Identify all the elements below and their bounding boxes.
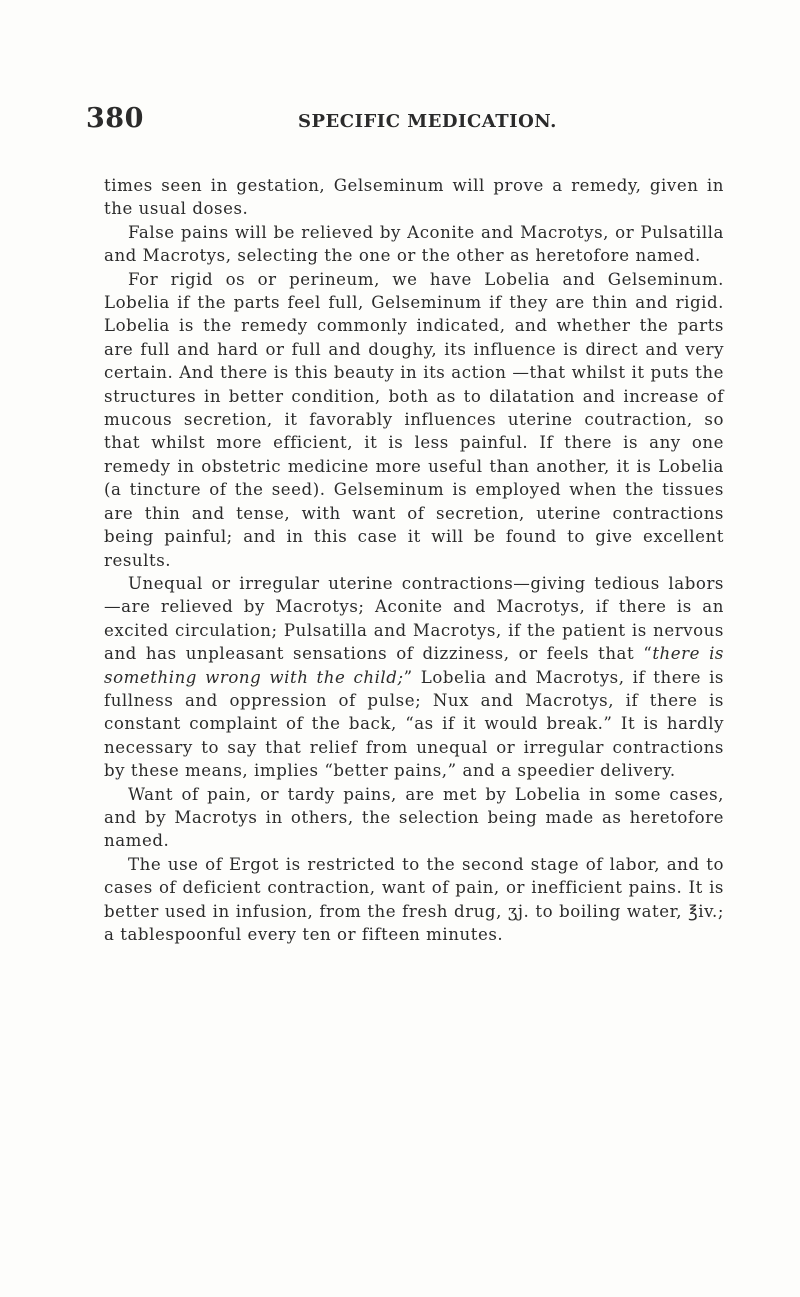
paragraph-irregular-contractions — [104, 572, 724, 783]
paragraph-false-pains: False pains will be relieved by Aconite and Macrotys, or Pulsatilla and Macrotys, selecting the one or the other as heretofore named. — [104, 222, 724, 266]
paragraph-text: ” Lobelia and Macrotys, if there is fullness and oppression of pulse; Nux and Macrotys, if there is constant complaint of the back, “as if it would break.” It is hardly necessary to say that relief from unequal or irregular contractions by these means, implies “better pains,” and a speedier delivery. — [104, 667, 724, 781]
page-header — [86, 103, 726, 139]
paragraph-ergot: The use of Ergot is restricted to the second stage of labor, and to cases of deficient contraction, want of pain, or inefficient pains. It is better used in infusion, from the fresh drug, ʒj. to boiling water, ℥iv.; a tablespoonful every ten or fifteen minutes. — [104, 854, 724, 944]
italic-quote: there is something wrong with the child; — [104, 644, 724, 687]
paragraph-text: Unequal or irregular uterine contractions—giving tedious labors—are relieved by Macrotys; Aconite and Macrotys, if there is an excited circulation; Pulsatilla and Macrotys, if the patient is nervous and has unpleasant sensations of dizziness, or feels that “ — [104, 573, 724, 664]
body-text — [104, 174, 724, 946]
page-number: 380 — [86, 103, 144, 134]
paragraph-continuation: times seen in gestation, Gelseminum will prove a remedy, given in the usual doses. — [104, 176, 724, 219]
paragraph-want-of-pain: Want of pain, or tardy pains, are met by Lobelia in some cases, and by Macrotys in others, the selection being made as heretofore named. — [104, 784, 724, 851]
paragraph-rigid-os: For rigid os or perineum, we have Lobelia and Gelseminum. Lobelia if the parts feel full, Gelseminum if they are thin and rigid. Lobelia is the remedy commonly indicated, and whether the parts are full and hard or full and doughy, its influence is direct and very certain. And there is this beauty in its action —that whilst it puts the structures in better condition, both as to dilatation and increase of mucous secretion, it favorably influences uterine coutraction, so that whilst more efficient, it is less painful. If there is any one remedy in obstetric medicine more useful than another, it is Lobelia (a tincture of the seed). Gelseminum is employed when the tissues are thin and tense, with want of secretion, uterine contractions being painful; and in this case it will be found to give excellent results. — [104, 269, 724, 570]
running-head: SPECIFIC MEDICATION. — [298, 111, 557, 132]
